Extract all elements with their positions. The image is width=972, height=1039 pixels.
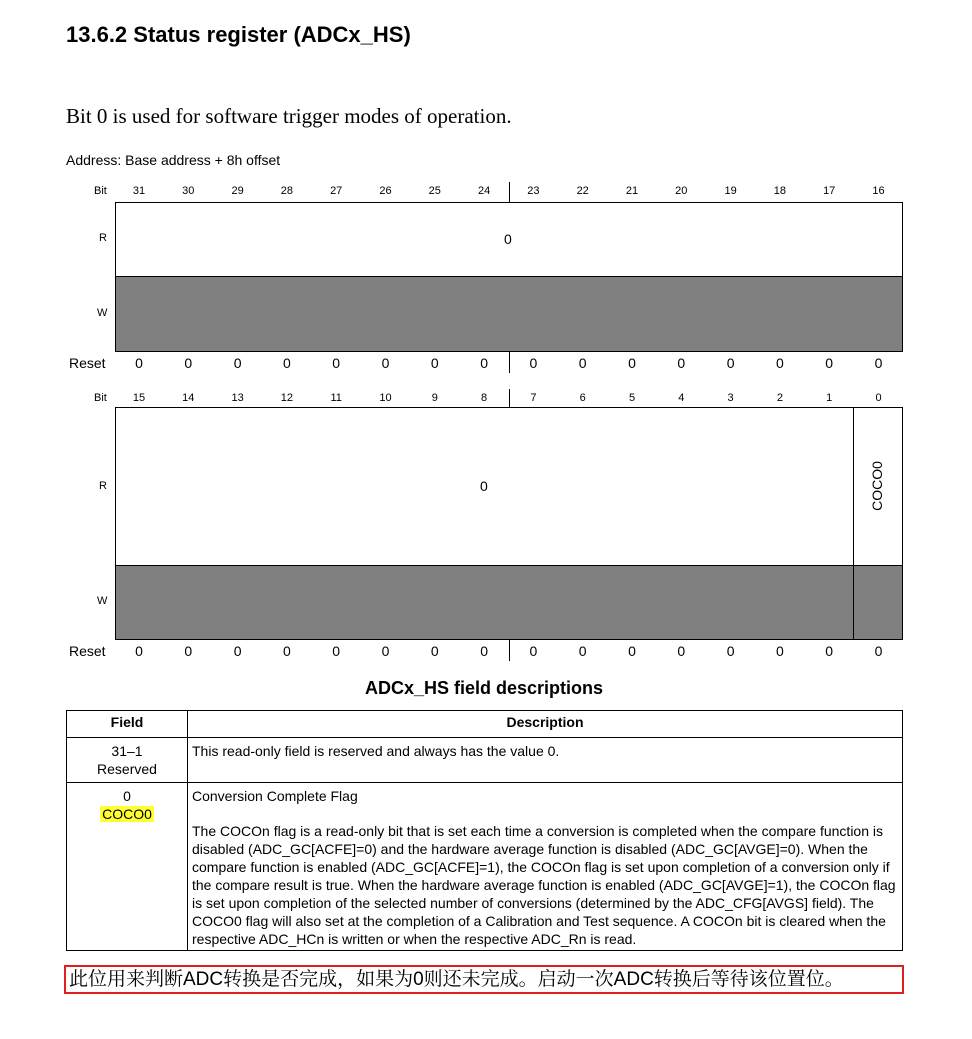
table-title: ADCx_HS field descriptions [364, 678, 604, 698]
reset-value: 0 [874, 643, 883, 659]
bit-number: 26 [379, 185, 392, 197]
bit-number: 7 [530, 392, 537, 404]
bit-number: 23 [527, 185, 540, 197]
reset-value: 0 [677, 643, 686, 659]
header-field: Field [67, 711, 188, 738]
annotation-note: 此位用来判断ADC转换是否完成，如果为0则还未完成。启动一次ADC转换后等待该位置位。 [64, 965, 904, 994]
reset-value: 0 [430, 355, 439, 371]
reset-value: 0 [332, 355, 341, 371]
header-description: Description [188, 711, 903, 738]
bit-number: 19 [724, 185, 737, 197]
bit-number: 13 [231, 392, 244, 404]
description-body: The COCOn flag is a read-only bit that is set each time a conversion is completed when the compare function is disabled (ADC_GC[ACFE]=0) and the hardware average function is disabled (ADC_GC[AVGE]=0). When the compare function is enabled (ADC_GC[ACFE]=1), the COCOn flag is set upon completion of a conversion only if the compare result is true. When the hardware average function is enabled (ADC_GC[AVGE]=1), the COCOn flag is set upon completion of the selected number of conversions (determined by the ADC_CFG[AVGS] field). The COCO0 flag will also set at the completion of a Calibration and Test sequence. A COCOn bit is cleared when the respective ADC_HCn is written or when the respective ADC_Rn is read. [192, 823, 896, 947]
reset-value: 0 [726, 355, 735, 371]
bit-number: 29 [231, 185, 244, 197]
address-offset: Address: Base address + 8h offset [66, 152, 281, 168]
reset-value: 0 [775, 355, 784, 371]
lower-write-field [115, 565, 903, 640]
reset-separator [509, 640, 510, 661]
upper-read-value: 0 [504, 231, 512, 247]
write-label-lower: W [97, 595, 108, 607]
reset-value: 0 [233, 355, 242, 371]
field-name-highlighted: COCO0 [102, 806, 152, 822]
bit-number: 31 [132, 185, 146, 197]
bit-number: 25 [428, 185, 441, 197]
reset-value: 0 [480, 643, 488, 659]
reset-value: 0 [529, 355, 538, 371]
coco0-field-label: COCO0 [869, 461, 885, 511]
bit-number: 9 [431, 392, 438, 404]
bit-label-lower: Bit [94, 392, 107, 404]
read-label-lower: R [99, 480, 107, 492]
bit-number: 5 [628, 392, 636, 404]
reset-value: 0 [628, 643, 636, 659]
bit-number: 28 [280, 185, 294, 197]
reset-value: 0 [628, 355, 636, 371]
reset-separator [509, 352, 510, 373]
write-label-upper: W [97, 307, 108, 319]
description-cell [188, 783, 903, 951]
reset-value: 0 [135, 355, 143, 371]
upper-write-field [115, 276, 903, 352]
reset-label-upper: Reset [69, 355, 106, 371]
bit-number: 8 [481, 392, 488, 404]
bit-number: 24 [477, 185, 491, 197]
reset-value: 0 [578, 355, 587, 371]
reset-value: 0 [825, 643, 834, 659]
bit-number: 14 [182, 392, 195, 404]
reset-label-lower: Reset [69, 643, 106, 659]
reset-value: 0 [135, 643, 143, 659]
bit-number: 17 [823, 185, 836, 197]
table-row [67, 783, 903, 951]
bit-number: 16 [872, 185, 885, 197]
bit-separator [509, 389, 510, 408]
bit-number: 4 [678, 392, 685, 404]
reset-value: 0 [332, 643, 341, 659]
field-cell [67, 783, 188, 951]
reset-value: 0 [529, 643, 538, 659]
bit-number: 15 [132, 392, 146, 404]
field-bits: 0 [123, 788, 131, 804]
bit-number: 18 [773, 185, 787, 197]
reset-value: 0 [578, 643, 587, 659]
bit-number: 3 [727, 392, 734, 404]
read-label-upper: R [99, 232, 107, 244]
bit-number: 20 [675, 185, 688, 197]
reset-value: 0 [677, 355, 686, 371]
bit-number: 10 [379, 392, 392, 404]
lower-read-field [115, 407, 903, 566]
bit-number: 0 [875, 392, 882, 404]
bit-number: 11 [330, 392, 342, 404]
field-cell [67, 738, 188, 783]
reset-value: 0 [381, 355, 390, 371]
bit-number: 2 [776, 392, 783, 404]
intro-text: Bit 0 is used for software trigger modes of operation. [66, 104, 512, 128]
field-bits: 31–1 [111, 743, 143, 759]
reset-value: 0 [233, 643, 242, 659]
reset-value: 0 [430, 643, 439, 659]
bit0-write-divider [853, 565, 854, 640]
field-name: Reserved [97, 761, 157, 777]
reset-value: 0 [282, 643, 291, 659]
section-title: 13.6.2 Status register (ADCx_HS) [66, 22, 411, 47]
bit-number: 27 [330, 185, 343, 197]
table-row [67, 738, 903, 783]
reset-value: 0 [825, 355, 834, 371]
bit-number: 30 [182, 185, 195, 197]
reset-value: 0 [775, 643, 784, 659]
field-descriptions-table [66, 710, 903, 951]
reset-value: 0 [381, 643, 390, 659]
description-cell: This read-only field is reserved and always has the value 0. [188, 738, 903, 783]
lower-read-value: 0 [480, 478, 488, 494]
reset-value: 0 [184, 643, 193, 659]
bit-number: 12 [280, 392, 294, 404]
reset-value: 0 [874, 355, 883, 371]
bit-separator [509, 182, 510, 202]
bit-number: 21 [625, 185, 639, 197]
bit-label-upper: Bit [94, 185, 107, 197]
reset-value: 0 [184, 355, 193, 371]
reset-value: 0 [282, 355, 291, 371]
reset-value: 0 [480, 355, 488, 371]
table-header-row [67, 711, 903, 738]
reset-value: 0 [726, 643, 735, 659]
bit-number: 1 [826, 392, 833, 404]
bit-number: 6 [579, 392, 586, 404]
description-title: Conversion Complete Flag [192, 788, 358, 804]
bit-number: 22 [576, 185, 589, 197]
